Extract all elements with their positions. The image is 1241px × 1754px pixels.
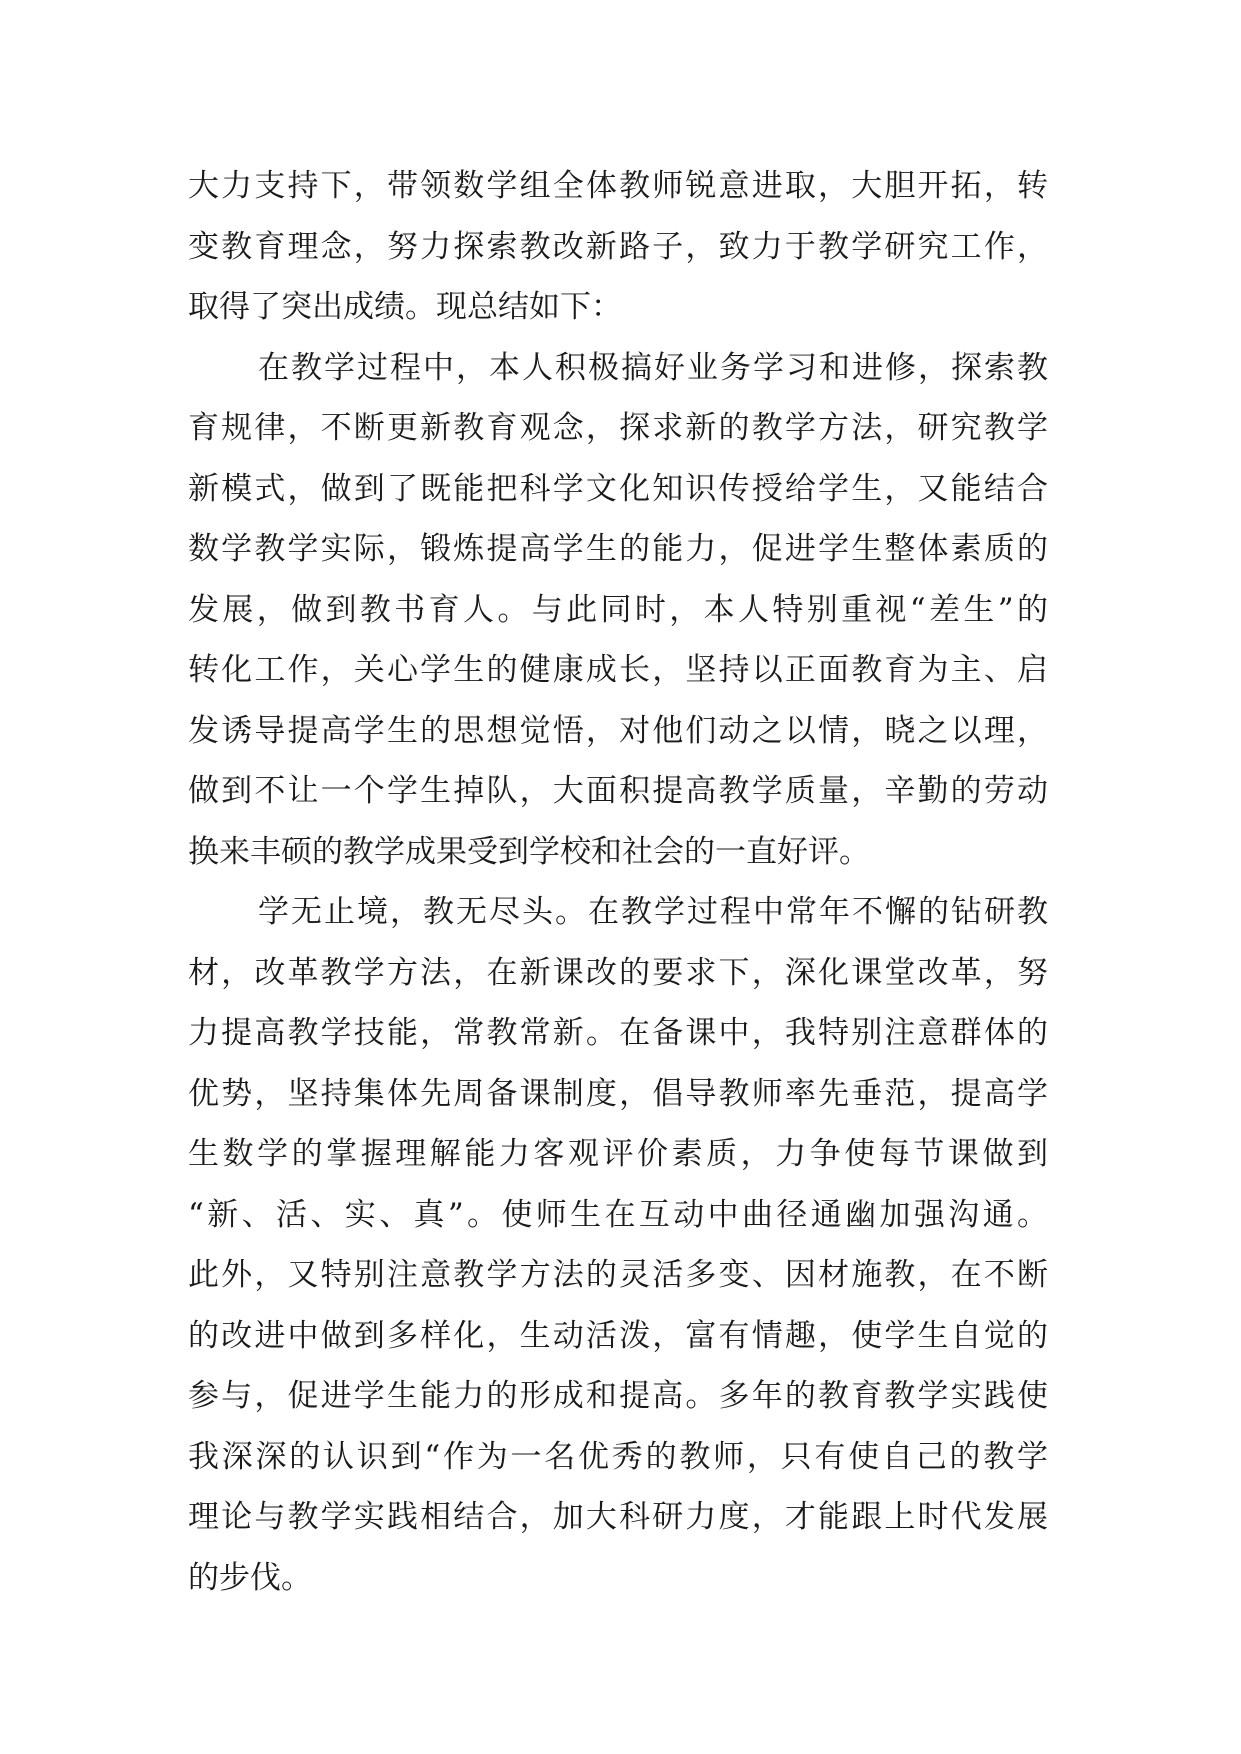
text-line: 取得了突出成绩。现总结如下： (188, 289, 622, 325)
text-line: 发诱导提高学生的思想觉悟，对他们动之以情，晓之以理， (188, 712, 1048, 749)
text-line: 生数学的掌握理解能力客观评价素质，力争使每节课做到 (188, 1136, 1048, 1172)
text-line: 参与，促进学生能力的形成和提高。多年的教育教学实践使 (188, 1378, 1048, 1414)
text-line: 优势，坚持集体先周备课制度，倡导教师率先垂范，提高学 (188, 1075, 1048, 1112)
text-line: 变教育理念，努力探索教改新路子，致力于教学研究工作， (188, 228, 1048, 265)
text-line: 的步伐。 (188, 1559, 312, 1596)
text-line: 在教学过程中，本人积极搞好业务学习和进修，探索教 (258, 349, 1048, 386)
text-line: 发展，做到教书育人。与此同时，本人特别重视“差生”的 (188, 591, 1048, 628)
text-line: 材，改革教学方法，在新课改的要求下，深化课堂改革，努 (188, 954, 1048, 991)
text-line: 换来丰硕的教学成果受到学校和社会的一直好评。 (188, 833, 870, 870)
text-line: 力提高教学技能，常教常新。在备课中，我特别注意群体的 (188, 1015, 1048, 1051)
text-line: 我深深的认识到“作为一名优秀的教师，只有使自己的教学 (188, 1438, 1048, 1475)
text-line: 新模式，做到了既能把科学文化知识传授给学生，又能结合 (188, 470, 1048, 507)
text-line: 大力支持下，带领数学组全体教师锐意进取，大胆开拓，转 (188, 168, 1048, 204)
text-line: 做到不让一个学生掉队，大面积提高教学质量，辛勤的劳动 (188, 773, 1048, 809)
text-line: 此外，又特别注意教学方法的灵活多变、因材施教，在不断 (188, 1257, 1048, 1293)
text-line: 数学教学实际，锻炼提高学生的能力，促进学生整体素质的 (188, 531, 1048, 567)
text-line: 的改进中做到多样化，生动活泼，富有情趣，使学生自觉的 (188, 1317, 1048, 1354)
text-line: 育规律，不断更新教育观念，探求新的教学方法，研究教学 (188, 410, 1048, 446)
text-line: 理论与教学实践相结合，加大科研力度，才能跟上时代发展 (188, 1499, 1048, 1535)
text-line: “新、活、实、真”。使师生在互动中曲径通幽加强沟通。 (188, 1196, 1048, 1233)
document-body (188, 156, 1048, 1608)
text-line: 转化工作，关心学生的健康成长，坚持以正面教育为主、启 (188, 652, 1048, 688)
text-line: 学无止境，教无尽头。在教学过程中常年不懈的钻研教 (258, 894, 1048, 930)
